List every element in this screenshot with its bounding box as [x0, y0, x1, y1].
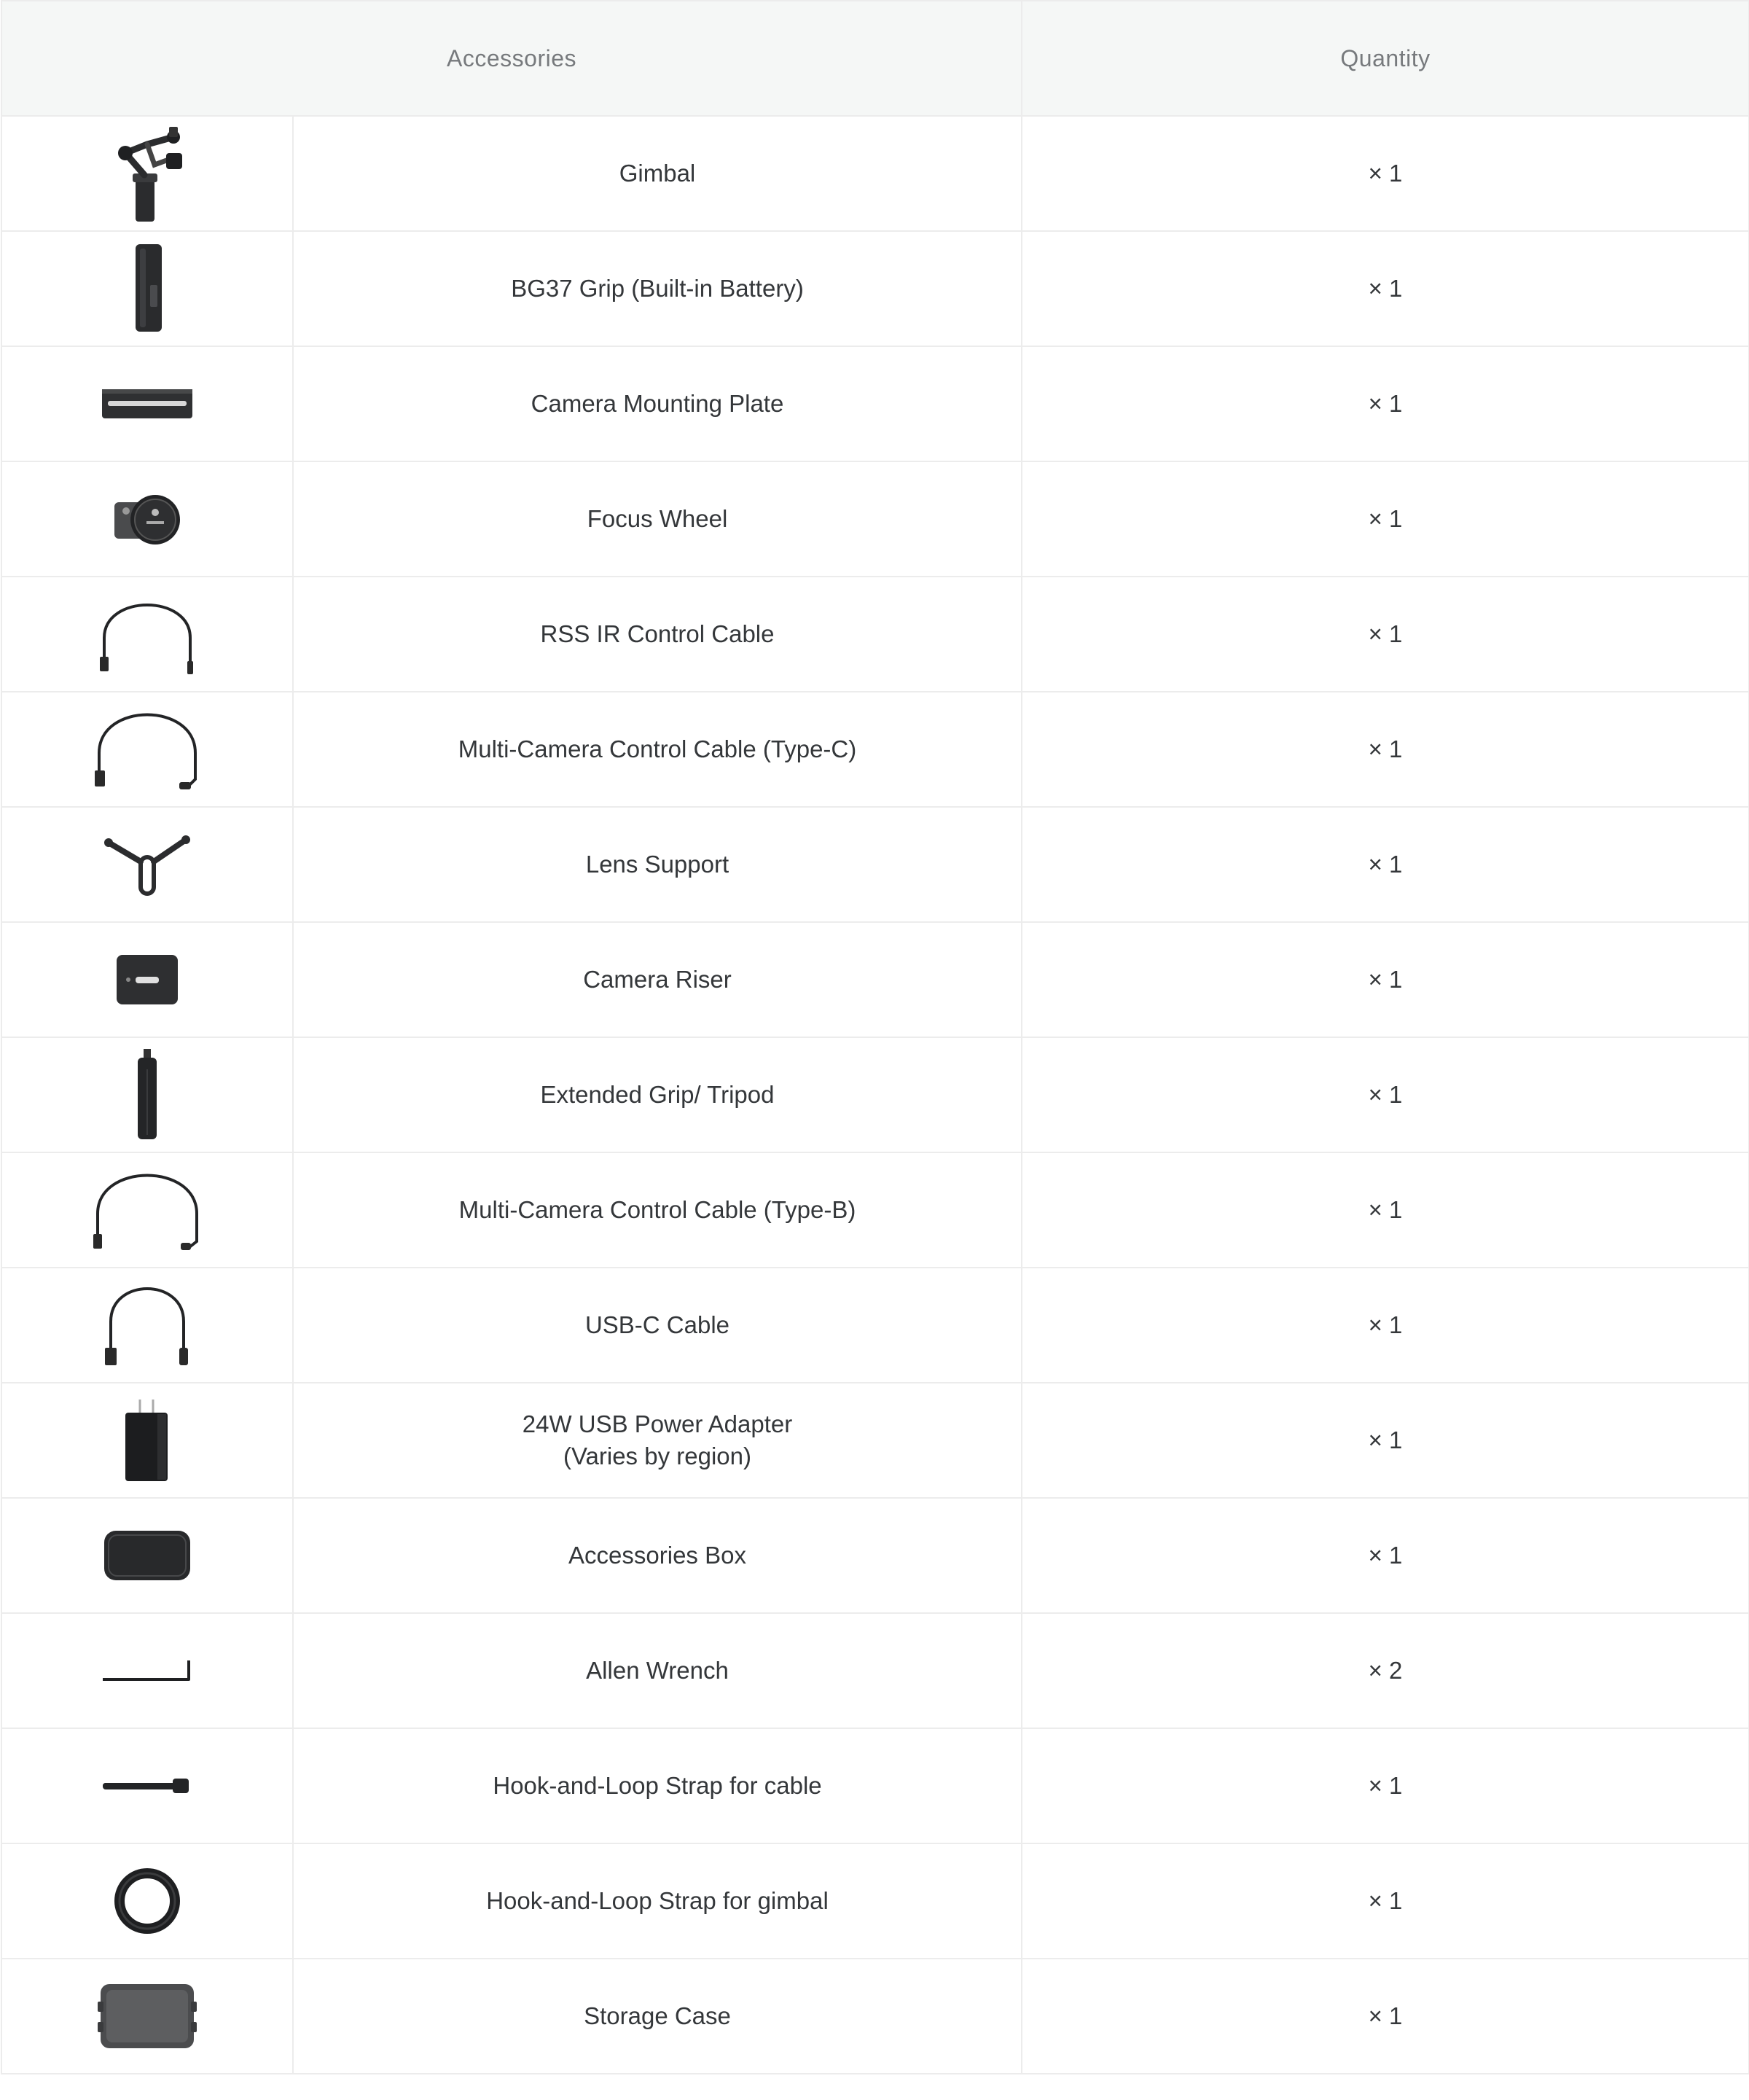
item-name: RSS IR Control Cable [540, 620, 775, 647]
cable-strap-icon [100, 1771, 195, 1800]
item-quantity: × 1 [1368, 1081, 1403, 1108]
item-name: Allen Wrench [586, 1657, 729, 1684]
item-name-cell [293, 807, 1022, 922]
item-name-cell [293, 231, 1022, 346]
table-header-row [1, 1, 1749, 116]
item-quantity-cell [1022, 577, 1749, 692]
item-name-cell [293, 1959, 1022, 2074]
camera-riser-icon [111, 951, 184, 1009]
item-image-cell [1, 231, 293, 346]
item-name: Extended Grip/ Tripod [540, 1081, 775, 1108]
gimbal-icon [103, 122, 191, 225]
item-name-cell [293, 1152, 1022, 1268]
item-image-cell [1, 116, 293, 231]
item-quantity: × 1 [1368, 390, 1403, 417]
item-quantity-cell [1022, 1728, 1749, 1843]
item-quantity: × 1 [1368, 966, 1403, 993]
battery-grip-icon [125, 241, 169, 336]
table-row [1, 116, 1749, 231]
item-image-cell [1, 922, 293, 1037]
table-row [1, 1728, 1749, 1843]
item-name: Gimbal [619, 160, 696, 187]
table-row [1, 922, 1749, 1037]
item-quantity-cell [1022, 116, 1749, 231]
item-name-cell [293, 1037, 1022, 1152]
item-image-cell [1, 1498, 293, 1613]
item-name: Hook-and-Loop Strap for cable [493, 1772, 822, 1799]
item-quantity-cell [1022, 346, 1749, 461]
item-name: Hook-and-Loop Strap for gimbal [486, 1887, 829, 1914]
table-row [1, 231, 1749, 346]
item-image-cell [1, 461, 293, 577]
item-name-cell [293, 577, 1022, 692]
item-quantity: × 1 [1368, 1772, 1403, 1799]
item-quantity: × 2 [1368, 1657, 1403, 1684]
item-name-cell [293, 1613, 1022, 1728]
item-quantity: × 1 [1368, 1887, 1403, 1914]
table-row [1, 692, 1749, 807]
item-quantity: × 1 [1368, 2002, 1403, 2029]
usb-c-cable-icon [96, 1278, 198, 1373]
table-row [1, 807, 1749, 922]
table-row [1, 1498, 1749, 1613]
accessories-box-icon [100, 1526, 195, 1585]
table-row [1, 1959, 1749, 2074]
item-quantity: × 1 [1368, 1196, 1403, 1223]
item-image-cell [1, 807, 293, 922]
item-name: Multi-Camera Control Cable (Type-B) [458, 1196, 856, 1223]
item-quantity: × 1 [1368, 1542, 1403, 1569]
item-quantity-cell [1022, 807, 1749, 922]
item-image-cell [1, 1037, 293, 1152]
item-image-cell [1, 1383, 293, 1498]
item-name: Focus Wheel [587, 505, 728, 532]
focus-wheel-icon [107, 486, 187, 552]
item-name-cell [293, 1383, 1022, 1498]
item-name: Storage Case [584, 2002, 731, 2029]
item-quantity: × 1 [1368, 735, 1403, 762]
item-image-cell [1, 1152, 293, 1268]
item-quantity-cell [1022, 1037, 1749, 1152]
lens-support-icon [100, 828, 195, 901]
item-quantity-cell [1022, 461, 1749, 577]
table-row [1, 461, 1749, 577]
item-name-cell [293, 1498, 1022, 1613]
table-row [1, 1037, 1749, 1152]
power-adapter-icon [118, 1397, 176, 1484]
item-name: Multi-Camera Control Cable (Type-C) [458, 735, 857, 762]
item-name: Camera Riser [583, 966, 732, 993]
item-image-cell [1, 1728, 293, 1843]
tripod-icon [129, 1047, 165, 1142]
item-quantity: × 1 [1368, 1426, 1403, 1453]
accessories-header: Accessories [1, 1, 1022, 116]
item-name: Accessories Box [568, 1542, 746, 1569]
table-row [1, 1152, 1749, 1268]
item-quantity-cell [1022, 692, 1749, 807]
item-name-cell [293, 461, 1022, 577]
item-image-cell [1, 346, 293, 461]
allen-wrench-icon [100, 1656, 195, 1685]
type-b-cable-icon [89, 1163, 206, 1257]
item-quantity-cell [1022, 922, 1749, 1037]
item-name-cell [293, 1728, 1022, 1843]
item-image-cell [1, 1843, 293, 1959]
item-image-cell [1, 1268, 293, 1383]
item-name: BG37 Grip (Built-in Battery) [511, 275, 804, 302]
item-quantity-cell [1022, 231, 1749, 346]
item-quantity: × 1 [1368, 275, 1403, 302]
item-name: Camera Mounting Plate [531, 390, 784, 417]
item-name-cell [293, 1268, 1022, 1383]
table-row [1, 1268, 1749, 1383]
gimbal-strap-icon [111, 1865, 184, 1937]
item-name: Lens Support [585, 851, 729, 878]
table-row [1, 577, 1749, 692]
item-quantity: × 1 [1368, 620, 1403, 647]
quantity-header: Quantity [1022, 1, 1749, 116]
item-image-cell [1, 1613, 293, 1728]
ir-cable-icon [93, 587, 202, 682]
item-name: 24W USB Power Adapter (Varies by region) [522, 1410, 793, 1469]
item-quantity: × 1 [1368, 160, 1403, 187]
storage-case-icon [96, 1980, 198, 2053]
table-row [1, 1383, 1749, 1498]
item-name-cell [293, 116, 1022, 231]
type-c-cable-icon [89, 702, 206, 797]
item-quantity-cell [1022, 1959, 1749, 2074]
in-the-box-table [1, 0, 1749, 2074]
table-row [1, 1613, 1749, 1728]
item-quantity: × 1 [1368, 851, 1403, 878]
item-quantity-cell [1022, 1613, 1749, 1728]
item-name-cell [293, 692, 1022, 807]
item-quantity-cell [1022, 1498, 1749, 1613]
item-quantity: × 1 [1368, 1311, 1403, 1338]
item-name: USB-C Cable [584, 1311, 730, 1338]
item-image-cell [1, 1959, 293, 2074]
item-name-cell [293, 922, 1022, 1037]
mounting-plate-icon [96, 382, 198, 426]
item-quantity-cell [1022, 1152, 1749, 1268]
item-image-cell [1, 577, 293, 692]
table-row [1, 1843, 1749, 1959]
item-quantity-cell [1022, 1268, 1749, 1383]
item-quantity-cell [1022, 1843, 1749, 1959]
table-row [1, 346, 1749, 461]
item-quantity-cell [1022, 1383, 1749, 1498]
item-quantity: × 1 [1368, 505, 1403, 532]
item-image-cell [1, 692, 293, 807]
item-name-cell [293, 346, 1022, 461]
item-name-cell [293, 1843, 1022, 1959]
